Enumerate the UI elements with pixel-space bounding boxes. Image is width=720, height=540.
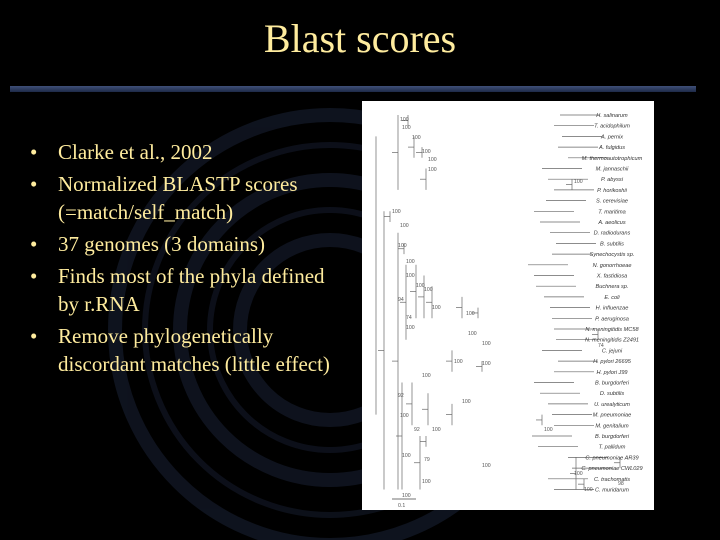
bootstrap-label: 100 bbox=[482, 341, 491, 347]
bootstrap-label: 79 bbox=[424, 457, 430, 463]
taxon-label: C. pneumoniae AR39 bbox=[585, 455, 639, 462]
taxon-label: A. fulgidus bbox=[598, 145, 626, 152]
bootstrap-label: 100 bbox=[424, 287, 433, 293]
taxon-label: E. coli bbox=[604, 294, 620, 301]
taxon-label: H. pylori 26695 bbox=[593, 359, 631, 366]
bootstrap-label: 100 bbox=[392, 209, 401, 215]
bootstrap-label: 100 bbox=[402, 125, 411, 131]
bullet-text: Remove phylogenetically discordant matches (little effect) bbox=[58, 324, 330, 376]
bootstrap-label: 100 bbox=[402, 453, 411, 459]
bullet-item bbox=[28, 322, 348, 378]
taxon-label: T. acidophilum bbox=[594, 123, 630, 130]
taxon-label: H. influenzae bbox=[595, 305, 629, 312]
taxon-label: X. fastidiosa bbox=[596, 273, 628, 280]
bullet-text: Normalized BLASTP scores (=match/self_match) bbox=[58, 172, 298, 224]
taxon-label: H. salinarum bbox=[596, 113, 628, 119]
bootstrap-label: 100 bbox=[398, 243, 407, 249]
bootstrap-label: 100 bbox=[574, 471, 583, 477]
bootstrap-label: 100 bbox=[584, 487, 593, 493]
bullet-dot-icon: • bbox=[30, 324, 38, 348]
taxon-label: B. subtilis bbox=[600, 241, 624, 248]
bullet-dot-icon: • bbox=[30, 264, 38, 288]
bootstrap-label: 100 bbox=[406, 273, 415, 279]
bootstrap-label: 100 bbox=[406, 259, 415, 265]
bootstrap-label: 100 bbox=[466, 311, 475, 317]
bootstrap-label: 74 bbox=[598, 343, 604, 349]
bootstrap-label: 92 bbox=[414, 427, 420, 433]
bullet-item bbox=[28, 230, 348, 258]
taxon-label: P. abyssi bbox=[601, 177, 623, 184]
taxon-label: C. trachomatis bbox=[593, 476, 631, 483]
bootstrap-label: 92 bbox=[398, 393, 404, 399]
bootstrap-label: 74 bbox=[406, 315, 412, 321]
taxon-label: M. genitalium bbox=[595, 423, 629, 430]
bullet-text: Finds most of the phyla defined by r.RNA bbox=[58, 264, 325, 316]
bullet-dot-icon: • bbox=[30, 232, 38, 256]
bootstrap-label: 100 bbox=[412, 135, 421, 141]
taxon-label: U. urealyticum bbox=[594, 401, 630, 408]
bootstrap-label: 100 bbox=[482, 361, 491, 367]
bootstrap-label: 100 bbox=[574, 179, 583, 185]
phylogenetic-tree-figure bbox=[362, 101, 654, 510]
taxon-label: S. cerevisiae bbox=[595, 198, 629, 205]
taxon-label: C. pneumoniae CWL029 bbox=[581, 466, 643, 473]
bootstrap-label: 100 bbox=[544, 427, 553, 433]
bootstrap-label: 100 bbox=[402, 493, 411, 499]
bootstrap-label: 100 bbox=[422, 149, 431, 155]
bootstrap-label: 100 bbox=[432, 427, 441, 433]
bullet-list bbox=[28, 138, 348, 382]
taxon-label: M. jannaschii bbox=[595, 166, 629, 173]
scale-bar-label: 0.1 bbox=[398, 503, 406, 509]
bootstrap-label: 100 bbox=[422, 373, 431, 379]
bootstrap-label: 100 bbox=[422, 479, 431, 485]
phylogenetic-tree bbox=[362, 101, 654, 510]
bootstrap-label: 100 bbox=[482, 463, 491, 469]
bootstrap-label: 100 bbox=[462, 399, 471, 405]
bootstrap-label: 100 bbox=[454, 359, 463, 365]
bootstrap-label: 100 bbox=[400, 413, 409, 419]
bootstrap-label: 100 bbox=[432, 305, 441, 311]
bootstrap-label: 100 bbox=[400, 117, 409, 123]
taxon-label: B. burgdorferi bbox=[595, 434, 629, 440]
bootstrap-label: 100 bbox=[428, 167, 437, 173]
taxon-label: A. pernix bbox=[600, 134, 624, 141]
taxon-label: D. radiodurans bbox=[593, 230, 631, 237]
taxon-label: T. maritima bbox=[598, 209, 626, 216]
bootstrap-label: 98 bbox=[618, 481, 624, 487]
bootstrap-label: 100 bbox=[468, 331, 477, 337]
taxon-label: Buchnera sp. bbox=[595, 284, 629, 291]
taxon-label: M. thermoautotrophicum bbox=[581, 155, 643, 162]
taxon-label: C. jejuni bbox=[601, 348, 623, 355]
bullet-dot-icon: • bbox=[30, 140, 38, 164]
taxon-label: M. pneumoniae bbox=[592, 412, 632, 419]
bullet-dot-icon: • bbox=[30, 172, 38, 196]
bootstrap-label: 100 bbox=[400, 223, 409, 229]
taxon-label: T. pallidum bbox=[598, 444, 626, 451]
bootstrap-label: 100 bbox=[428, 157, 437, 163]
taxon-label: B. burgdorferi bbox=[595, 380, 629, 387]
slide-title: Blast scores bbox=[263, 16, 457, 61]
taxon-label: P. aeruginosa bbox=[595, 316, 629, 323]
bootstrap-label: 100 bbox=[416, 283, 425, 289]
taxon-label: D. subtilis bbox=[599, 391, 625, 398]
taxon-label: P. horikoshii bbox=[597, 187, 627, 194]
taxon-label: C. muridarum bbox=[595, 487, 629, 494]
bullet-item bbox=[28, 262, 348, 318]
taxon-label: Synechocystis sp. bbox=[589, 252, 635, 259]
taxon-label: N. gonorrhoeae bbox=[592, 262, 632, 269]
taxon-label: N. meningitidis Z2491 bbox=[584, 337, 640, 344]
bullet-item bbox=[28, 138, 348, 166]
bullet-text: Clarke et al., 2002 bbox=[58, 140, 213, 164]
bullet-item bbox=[28, 170, 348, 226]
title-divider bbox=[10, 86, 696, 92]
bullet-text: 37 genomes (3 domains) bbox=[58, 232, 266, 256]
bootstrap-label: 100 bbox=[406, 325, 415, 331]
taxon-label: H. pylori J99 bbox=[596, 369, 628, 376]
taxon-label: N. meningitidis MC58 bbox=[585, 327, 639, 333]
taxon-label: A. aeolicus bbox=[598, 220, 626, 226]
bootstrap-label: 94 bbox=[398, 297, 404, 303]
